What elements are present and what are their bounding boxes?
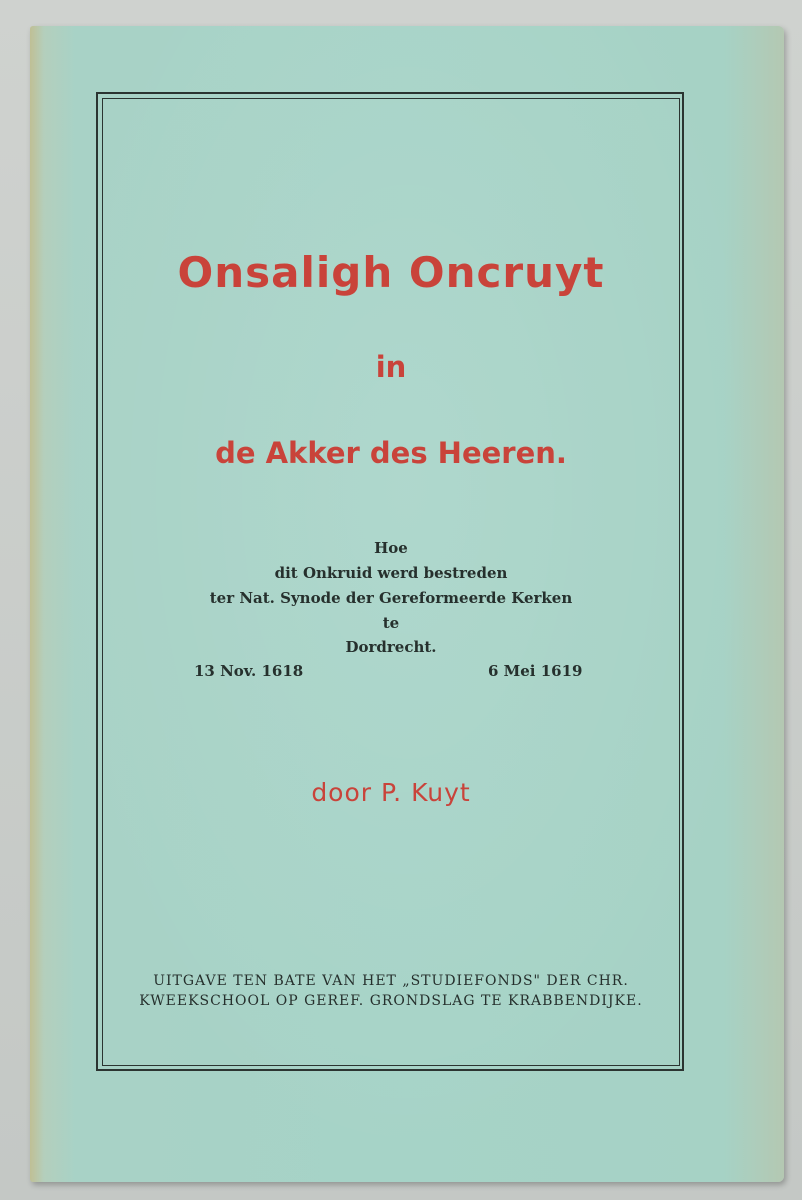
description-line: dit Onkruid werd bestreden [274,564,508,582]
cover-title-in: in [375,350,407,384]
cover-title: Onsaligh Oncruyt [177,248,605,297]
cover-border-inner [102,98,680,1066]
date-end: 6 Mei 1619 [488,662,583,680]
date-start: 13 Nov. 1618 [194,662,304,680]
publisher-line: UITGAVE TEN BATE VAN HET „STUDIEFONDS" DER CHR. [153,973,629,989]
pamphlet-cover [30,26,784,1182]
cover-subtitle: de Akker des Heeren. [215,436,567,470]
description-line: ter Nat. Synode der Gereformeerde Kerken [209,589,573,607]
description-line: te [382,614,400,632]
description-line: Hoe [374,539,408,557]
publisher-line: KWEEKSCHOOL OP GEREF. GRONDSLAG TE KRABBENDIJKE. [139,993,643,1009]
description-line: Dordrecht. [345,638,437,656]
spine-wear [30,26,44,1182]
author-line: door P. Kuyt [311,778,471,807]
